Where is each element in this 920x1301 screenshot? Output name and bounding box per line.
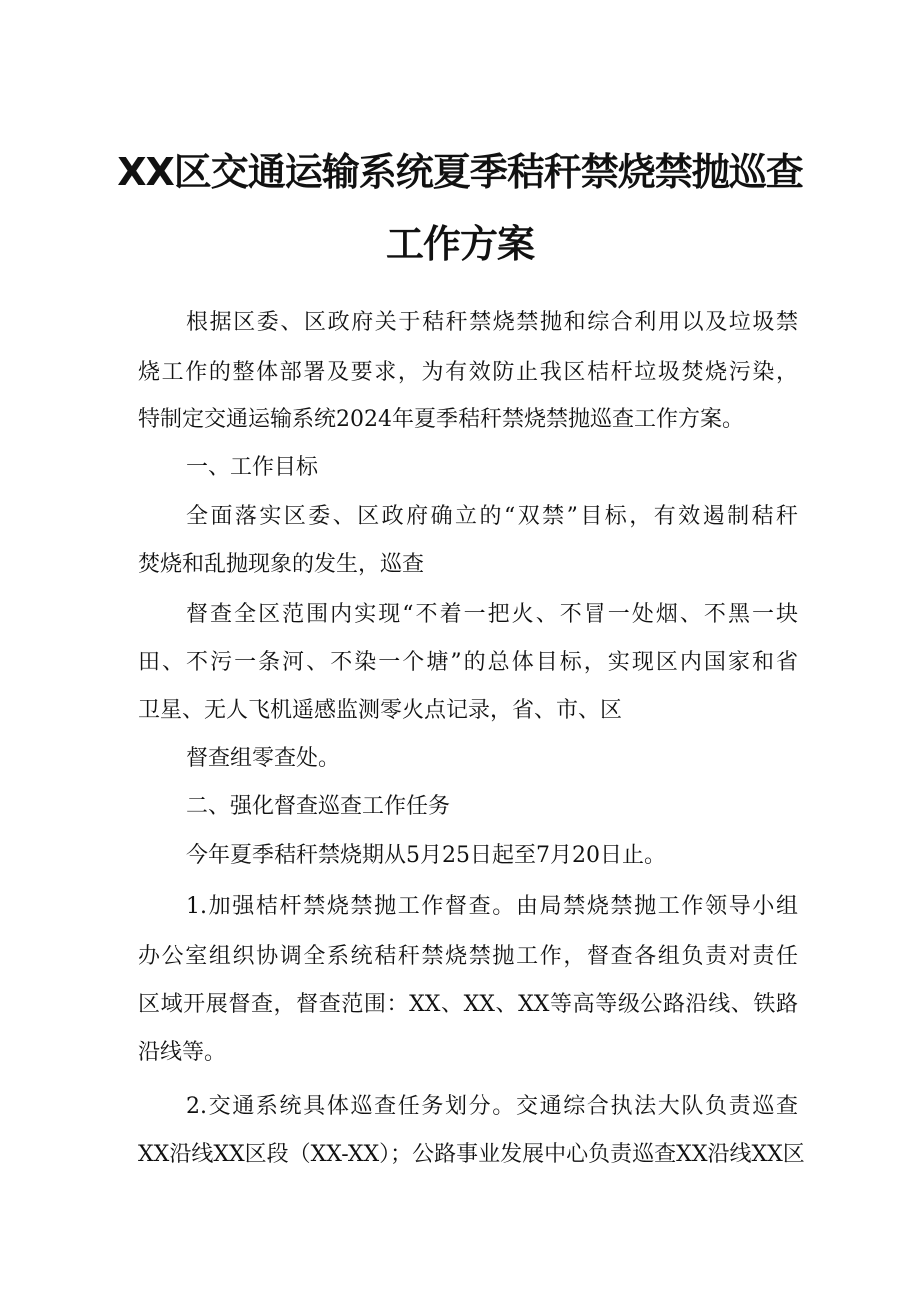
paragraph-line: 今年夏季秸秆禁烧期从5月25日起至7月20日止。 <box>186 843 666 868</box>
paragraph-line: 办公室组织协调全系统秸秆禁烧禁抛工作，督查各组负责对责任 <box>138 944 798 969</box>
section-heading: 一、工作目标 <box>186 455 319 480</box>
paragraph-line: 根据区委、区政府关于秸秆禁烧禁抛和综合利用以及垃圾禁 <box>186 310 798 335</box>
paragraph-line: 督查全区范围内实现“不着一把火、不冒一处烟、不黑一块 <box>186 602 798 627</box>
document-title-line-1: XX区交通运输系统夏季秸秆禁烧禁抛巡查 <box>117 150 803 194</box>
paragraph-line: 特制定交通运输系统2024年夏季秸秆禁烧禁抛巡查工作方案。 <box>138 407 744 432</box>
paragraph-line: 烧工作的整体部署及要求，为有效防止我区桔杆垃圾焚烧污染， <box>138 360 798 385</box>
paragraph-line: 沿线等。 <box>138 1040 227 1065</box>
document-title-line-2: 工作方案 <box>385 222 534 266</box>
section-heading: 二、强化督查巡查工作任务 <box>186 794 451 819</box>
paragraph-line: 督查组零查处。 <box>186 746 341 771</box>
paragraph-line: 卫星、无人飞机遥感监测零火点记录，省、市、区 <box>138 698 623 723</box>
paragraph-line: XX沿线XX区段（XX-XX）；公路事业发展中心负责巡查XX沿线XX区 <box>138 1142 805 1167</box>
paragraph-line: 2.交通系统具体巡查任务划分。交通综合执法大队负责巡查 <box>186 1094 798 1119</box>
paragraph-line: 田、不污一条河、不染一个塘”的总体目标，实现区内国家和省 <box>138 650 798 675</box>
paragraph-line: 全面落实区委、区政府确立的“双禁”目标，有效遏制秸秆 <box>186 504 798 529</box>
paragraph-line: 区域开展督查，督查范围：XX、XX、XX等高等级公路沿线、铁路 <box>138 992 798 1017</box>
paragraph-line: 焚烧和乱抛现象的发生，巡查 <box>138 552 425 577</box>
paragraph-line: 1.加强桔杆禁烧禁抛工作督查。由局禁烧禁抛工作领导小组 <box>186 894 798 919</box>
